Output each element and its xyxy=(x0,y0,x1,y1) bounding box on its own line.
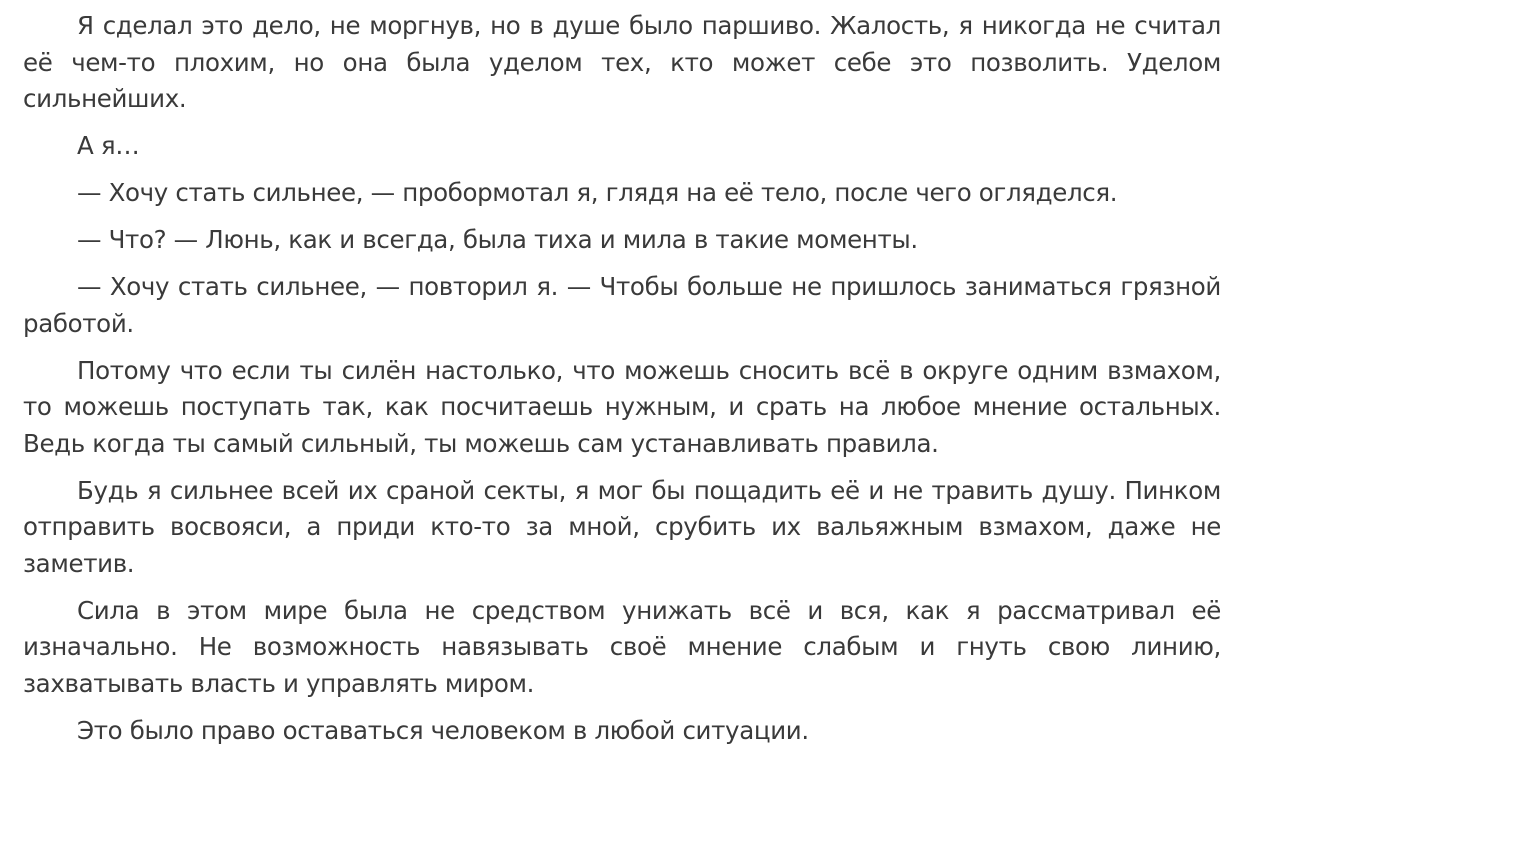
paragraph-1: Я сделал это дело, не моргнув, но в душе было паршиво. Жалость, я никогда не считал её чем-то плохим, но она была уделом тех, кто может себе это позволить. Уделом сильнейших. xyxy=(23,11,1221,113)
paragraph-3: — Хочу стать сильнее, — пробормотал я, глядя на её тело, после чего огляделся. xyxy=(77,178,1118,207)
paragraph-2: А я… xyxy=(77,131,140,160)
paragraph-6: Потому что если ты силён настолько, что можешь сносить всё в округе одним взмахом, то можешь поступать так, как посчитаешь нужным, и срать на любое мнение остальных. Ведь когда ты самый сильный, ты можешь сам устанавливать правила. xyxy=(23,355,1221,458)
paragraph-9: Это было право оставаться человеком в любой ситуации. xyxy=(77,715,809,745)
paragraph-4: — Что? — Люнь, как и всегда, была тиха и мила в такие моменты. xyxy=(77,225,918,254)
paragraph-8: Сила в этом мире была не средством унижать всё и вся, как я рассматривал её изначально. Не возможность навязывать своё мнение слабым и гнуть свою линию, захватывать власть и управлять миром. xyxy=(23,595,1221,698)
reader-text xyxy=(23,8,1221,760)
paragraph-7: Будь я сильнее всей их сраной секты, я мог бы пощадить её и не травить душу. Пинком отправить восвояси, а приди кто-то за мной, срубить их вальяжным взмахом, даже не заметив. xyxy=(23,475,1221,578)
paragraph-5: — Хочу стать сильнее, — повторил я. — Чтобы больше не пришлось заниматься грязной работой. xyxy=(23,272,1221,338)
